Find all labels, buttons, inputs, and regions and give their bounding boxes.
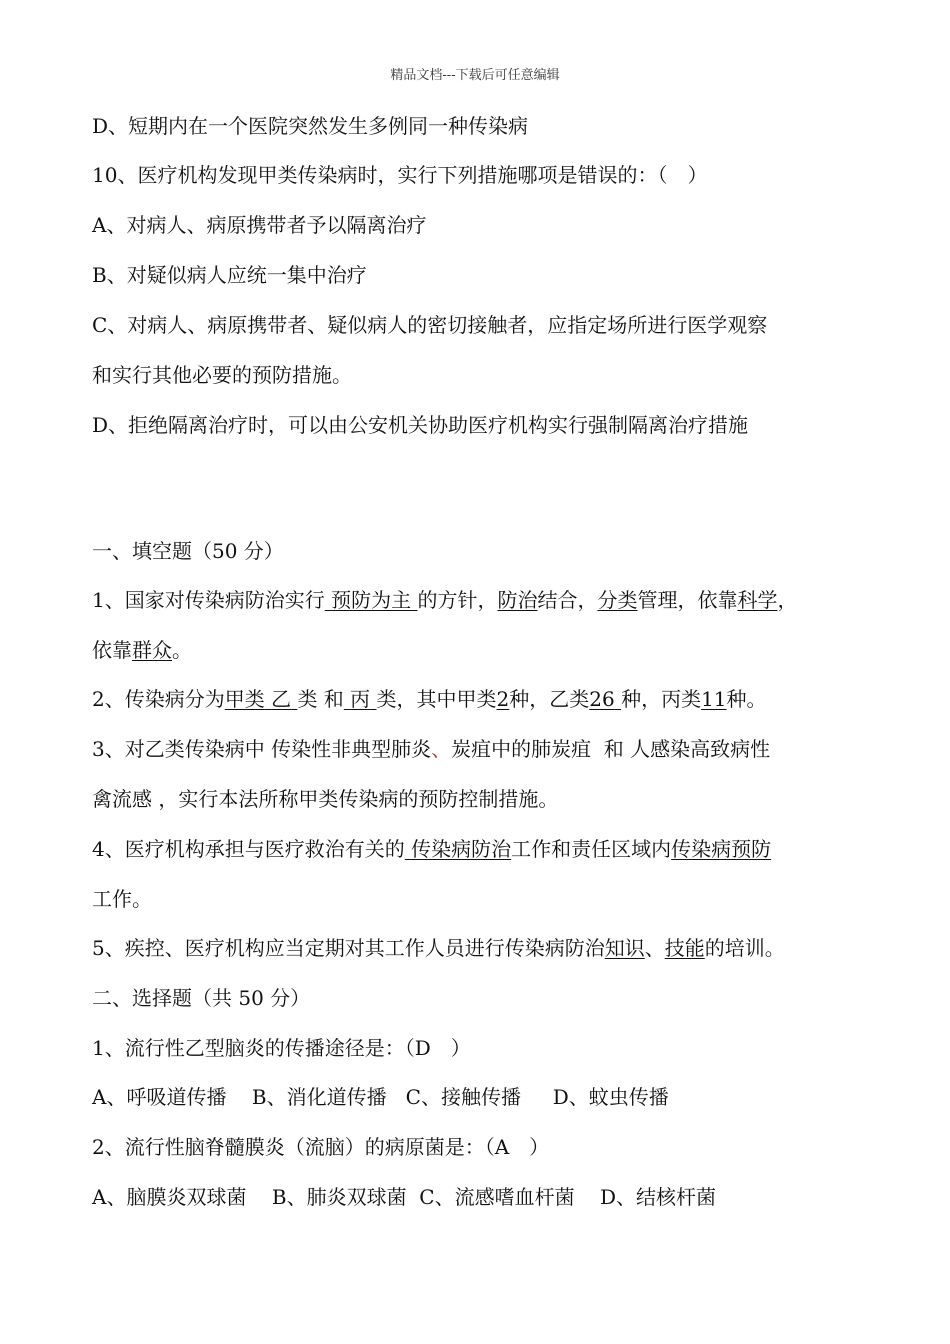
fill-q4-text: 工作和责任区域内 — [511, 837, 672, 861]
fill-q5 — [92, 934, 872, 962]
fill-q1-text: 结合， — [537, 588, 598, 612]
fill-q2-blank-1: 甲类 — [224, 687, 265, 711]
fill-q4-line1 — [92, 835, 872, 863]
fill-q1-text: 管理，依靠 — [637, 588, 738, 612]
fill-q2-text: 种，丙类 — [621, 687, 702, 711]
choice-q2: 2、流行性脑脊髓膜炎（流脑）的病原菌是：（A ） — [92, 1135, 550, 1159]
fill-q1-blank-2: 防治 — [497, 588, 538, 612]
fill-q2 — [92, 685, 872, 713]
fill-q1-text: 的方针， — [417, 588, 498, 612]
question-10-option-c-line1: C、对病人、病原携带者、疑似病人的密切接触者，应指定场所进行医学观察 — [92, 313, 768, 337]
question-10: 10、医疗机构发现甲类传染病时，实行下列措施哪项是错误的：（ ） — [92, 163, 708, 187]
fill-section-title: 一、填空题（50 分） — [92, 539, 284, 563]
fill-q2-text: 种。 — [726, 687, 767, 711]
fill-q1-line1 — [92, 586, 872, 614]
choice-q2-options: A、脑膜炎双球菌 B、肺炎双球菌 C、流感嗜血杆菌 D、结核杆菌 — [92, 1185, 717, 1209]
choice-q1-options: A、呼吸道传播 B、消化道传播 C、接触传播 D、蚊虫传播 — [92, 1085, 669, 1109]
choice-q1: 1、流行性乙型脑炎的传播途径是：（D ） — [92, 1036, 471, 1060]
choice-section-title: 二、选择题（共 50 分） — [92, 986, 311, 1010]
fill-q5-text: 、 — [644, 936, 665, 960]
fill-q5-text: 的培训。 — [704, 936, 785, 960]
question-10-option-c-line2: 和实行其他必要的预防措施。 — [92, 363, 352, 387]
question-10-option-b: B、对疑似病人应统一集中治疗 — [92, 263, 367, 287]
fill-q1-blank-3: 分类 — [597, 588, 638, 612]
question-10-option-d: D、拒绝隔离治疗时，可以由公安机关协助医疗机构实行强制隔离治疗措施 — [92, 413, 749, 437]
fill-q1-line2 — [92, 636, 872, 664]
fill-q3-text: 炭疽中的肺炭疽 和 人感染高致病性 — [451, 737, 771, 761]
fill-q5-blank-2: 技能 — [664, 936, 705, 960]
page-header: 精品文档---下载后可任意编辑 — [390, 68, 560, 83]
fill-q3-text: 3、对乙类传染病中 传染性非典型肺炎 — [92, 737, 432, 761]
fill-q2-blank-3: 丙 — [350, 687, 371, 711]
fill-q3-line2: 禽流感 ，实行本法所称甲类传染病的预防控制措施。 — [92, 787, 559, 811]
fill-q1-blank-5: 群众 — [132, 638, 172, 662]
fill-q4-line2: 工作。 — [92, 887, 152, 911]
fill-q1-text: 。 — [172, 638, 192, 662]
question-10-option-a: A、对病人、病原携带者予以隔离治疗 — [92, 213, 427, 237]
fill-q2-text: 2、传染病分为 — [92, 687, 225, 711]
fill-q2-blank-6: 11 — [701, 687, 727, 711]
fill-q2-blank-5: 26 — [589, 687, 615, 711]
fill-q2-blank-2: 乙 — [271, 687, 292, 711]
fill-q2-text: 类，其中甲类 — [376, 687, 497, 711]
fill-q3-separator: 、 — [431, 737, 452, 761]
fill-q1-text: 依靠 — [92, 638, 132, 662]
fill-q3-line1 — [92, 735, 872, 763]
fill-q2-text: 类 和 — [297, 687, 344, 711]
fill-q1-text: 1、国家对传染病防治实行 — [92, 588, 325, 612]
fill-q1-text: ， — [777, 588, 798, 612]
fill-q2-text: 种，乙类 — [509, 687, 590, 711]
fill-q1-blank-4: 科学 — [737, 588, 778, 612]
fill-q5-blank-1: 知识 — [604, 936, 645, 960]
prev-option-d: D、短期内在一个医院突然发生多例同一种传染病 — [92, 114, 529, 138]
fill-q5-text: 5、疾控、医疗机构应当定期对其工作人员进行传染病防治 — [92, 936, 605, 960]
fill-q2-blank-4: 2 — [496, 687, 510, 711]
fill-q1-blank-1: 预防为主 — [331, 588, 412, 612]
fill-q4-blank-1: 传染病防治 — [411, 837, 512, 861]
fill-q4-blank-2: 传染病预防 — [671, 837, 772, 861]
fill-q4-text: 4、医疗机构承担与医疗救治有关的 — [92, 837, 405, 861]
